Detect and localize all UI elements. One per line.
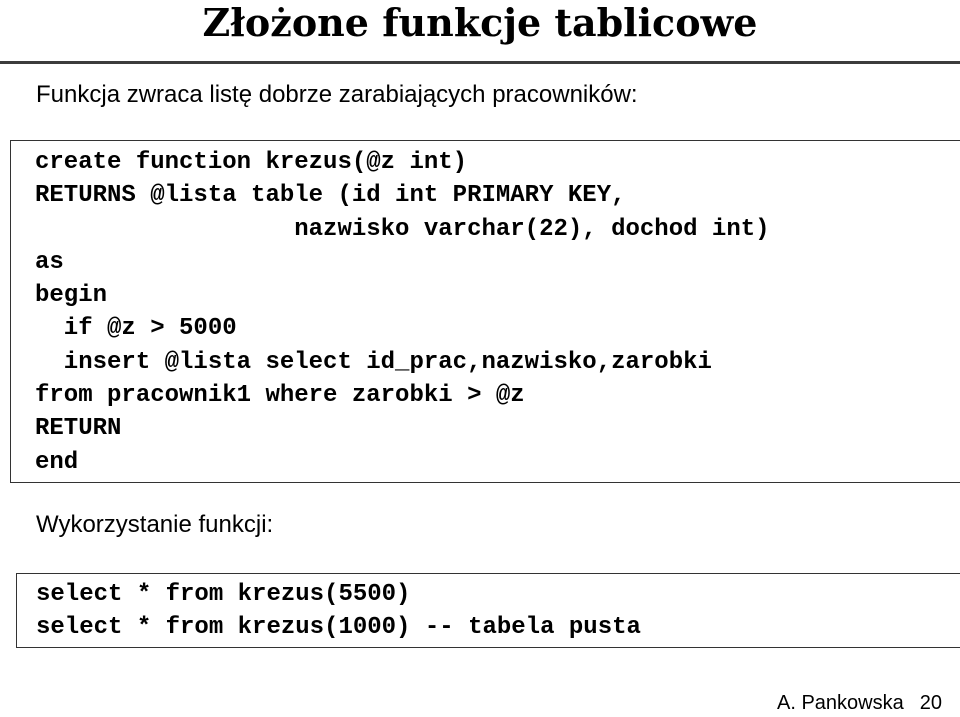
function-definition-code (35, 146, 770, 479)
title-divider (0, 61, 960, 64)
code-line: end (35, 448, 79, 476)
code-line: RETURNS @lista table (id int PRIMARY KEY, (35, 182, 626, 210)
code-line: nazwisko varchar(22), dochod int) (35, 215, 770, 243)
function-usage-code (36, 578, 641, 645)
code-line: select * from krezus(5500) (36, 581, 411, 608)
code-line: RETURN (35, 415, 122, 443)
intro-text: Funkcja zwraca listę dobrze zarabiających pracowników: (36, 81, 638, 108)
function-usage-code-box (16, 573, 960, 648)
code-line: create function krezus(@z int) (35, 149, 468, 176)
footer-author: A. Pankowska (777, 692, 904, 714)
code-line: select * from krezus(1000) -- tabela pusta (36, 614, 641, 642)
code-line: insert @lista select id_prac,nazwisko,zarobki (35, 348, 712, 376)
code-line: if @z > 5000 (35, 315, 237, 343)
function-definition-code-box (10, 140, 960, 483)
slide-footer (777, 691, 942, 715)
code-line: as (35, 248, 64, 276)
usage-label: Wykorzystanie funkcji: (36, 511, 274, 538)
page-number: 20 (919, 692, 942, 714)
code-line: from pracownik1 where zarobki > @z (35, 382, 525, 410)
code-line: begin (35, 282, 108, 310)
slide-title: Złożone funkcje tablicowe (202, 0, 758, 45)
